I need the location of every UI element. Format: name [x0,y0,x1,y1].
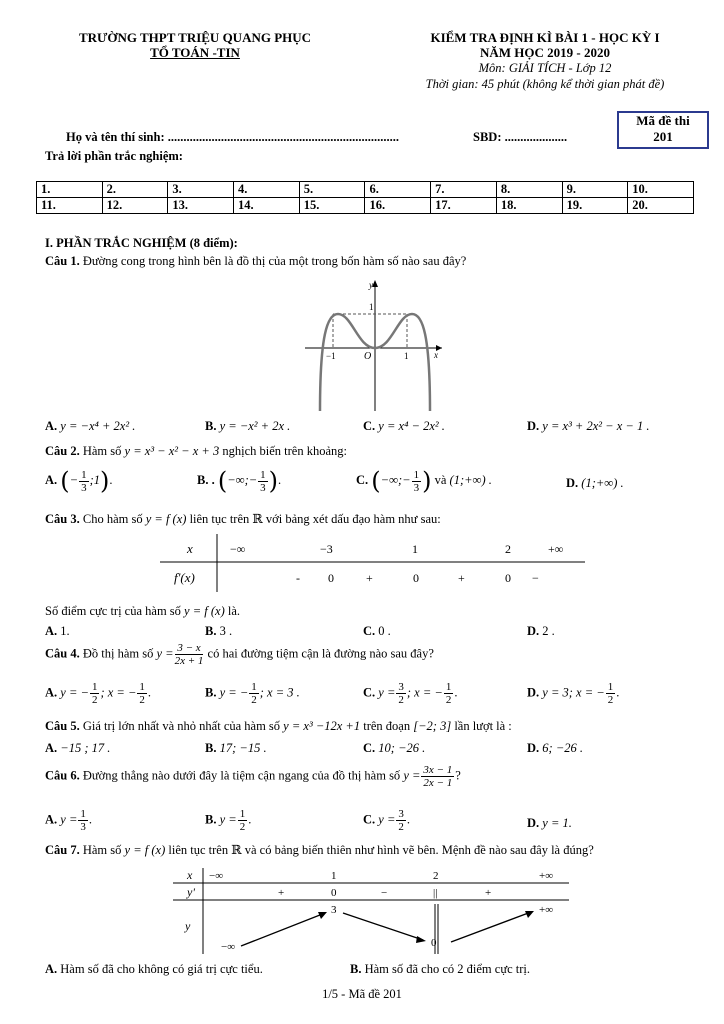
x-tick-1: 1 [404,351,409,361]
yp-sign: + [278,887,285,899]
option-letter: A. [45,624,58,638]
option-letter: D. [527,685,540,700]
y-value: −∞ [221,941,236,953]
option-letter: B. [205,812,217,827]
question-2 [45,444,347,459]
q7-mid: liên tục trên ℝ [168,843,242,857]
x-value: −3 [320,542,333,556]
q6-option-a[interactable] [45,808,92,833]
option-expr: 10; −26 . [378,741,426,755]
option-expr: 2 . [542,624,555,638]
option-letter: C. [363,624,376,638]
q2-pre: Hàm số [82,444,122,458]
option-expr: y = −x⁴ + 2x² . [60,419,136,433]
q3-option-d[interactable] [527,624,555,639]
q1-text: Đường cong trong hình bên là đồ thị của một trong bốn hàm số nào sau đây? [82,254,467,268]
option-letter: D. [527,741,540,755]
option-expr: 17; −15 . [219,741,267,755]
q6-option-c[interactable] [363,808,410,833]
sign: + [366,571,373,585]
option-letter: B. [205,685,217,700]
q2-label: Câu 2. [45,444,80,458]
option-letter: B. . [197,472,215,487]
option-expr: y = [60,812,78,827]
answer-cell[interactable]: 18. [496,198,562,214]
q7-label: Câu 7. [45,843,80,857]
exam-title: KIỂM TRA ĐỊNH KÌ BÀI 1 - HỌC KỲ I [430,30,660,45]
answer-cell[interactable]: 17. [431,198,497,214]
sign: 0 [328,571,334,585]
option-expr: − [69,472,79,487]
option-expr: y = 3; x = − [542,685,605,700]
q7-pre: Hàm số [82,843,122,857]
option-expr: (1;+∞) . [581,476,624,490]
option-expr: (1;+∞) . [449,472,492,487]
sbd-line[interactable]: SBD: .................... [473,130,568,144]
increasing-arrow [451,912,531,942]
sign: - [296,571,300,585]
increasing-arrow [241,913,325,946]
option-letter: B. [205,419,217,433]
q2-option-d[interactable] [566,476,624,491]
y-label: y [369,280,373,290]
answer-cell[interactable]: 8. [496,182,562,198]
option-letter: D. [566,476,579,490]
q3-mid: liên tục trên ℝ [189,512,263,526]
q3-option-c[interactable] [363,624,391,639]
q5-label: Câu 5. [45,719,80,733]
option-end: . [248,812,252,827]
fraction: $\frac{3 - x}{2x + 1}$ [174,642,204,667]
answer-cell[interactable]: 11. [37,198,103,214]
answer-cell[interactable]: 6. [365,182,431,198]
answer-cell[interactable]: 2. [102,182,168,198]
q3-option-a[interactable] [45,624,70,639]
fraction: $\frac{3x - 1}{2x - 1}$ [423,764,453,789]
answer-label: Trả lời phần trắc nghiệm: [45,149,183,163]
q4-option-c[interactable] [363,681,457,706]
q3-post: với bảng xét dấu đạo hàm như sau: [265,512,441,526]
option-letter: C. [363,685,376,700]
option-letter: B. [205,624,217,638]
option-expr: y = − [219,685,249,700]
yp-sign: − [381,887,388,899]
y-value: 0 [431,937,437,949]
q2-option-a[interactable]: A. (− $\frac{1}{3}$ ;1). [45,467,113,495]
answer-cell[interactable]: 1. [37,182,103,198]
yp-sign: 0 [331,887,337,899]
q1-graph [300,276,450,416]
q3-sign-table [160,532,590,596]
option-letter: A. [45,812,58,827]
x-value: +∞ [539,870,554,882]
option-conj: và [434,472,447,487]
fraction: $\frac{1}{2}$ [607,681,614,706]
q3-question [45,604,240,619]
yp-sign: || [433,887,438,899]
option-expr: 6; −26 . [542,741,584,755]
fraction: $\frac{1}{3}$ [260,468,266,494]
q5-post: lần lượt là : [454,719,512,733]
sign: 0 [413,571,419,585]
answer-cell[interactable]: 19. [562,198,628,214]
q2-post: nghịch biến trên khoảng: [222,444,347,458]
q3-option-b[interactable] [205,624,232,639]
fraction: $\frac{1}{2}$ [445,681,452,706]
fx-header: f'(x) [174,570,195,585]
fraction: $\frac{1}{3}$ [80,808,86,833]
q4-option-b[interactable] [205,681,300,706]
question-3 [45,511,441,527]
x-value: 1 [331,870,337,882]
yp-sign: + [485,887,492,899]
q6-label: Câu 6. [45,768,80,783]
option-end: . [88,812,93,827]
q3-label: Câu 3. [45,512,80,526]
q5-interval: [−2; 3] [413,719,452,733]
option-expr: y = x⁴ − 2x² . [378,419,445,433]
q5-option-b[interactable] [205,741,267,756]
arrow-head-icon [525,911,534,918]
option-expr: −15 ; 17 . [60,741,111,755]
answer-cell[interactable]: 20. [628,198,694,214]
origin-label: O [364,351,372,362]
school-year: NĂM HỌC 2019 - 2020 [480,45,610,60]
fraction: $\frac{1}{3}$ [81,468,87,494]
q7-option-a[interactable] [45,962,263,977]
answer-cell[interactable]: 9. [562,182,628,198]
answer-cell[interactable]: 10. [628,182,694,198]
q1-option-c[interactable] [363,419,445,434]
option-letter: A. [45,472,58,487]
option-expr: y = 1. [542,816,572,830]
option-expr: −∞;− [227,472,258,487]
q6-expr: y = [403,768,421,783]
fraction: $\frac{1}{2}$ [251,681,257,706]
x-value: −∞ [230,542,246,556]
question-7 [45,842,594,858]
sign: + [458,571,465,585]
q5-option-a[interactable] [45,741,110,756]
q3-expr: y = f (x) [145,512,187,526]
q4-post: có hai đường tiệm cận là đường nào sau đây? [207,646,434,661]
option-expr: ;1 [89,472,101,487]
option-end: . [147,685,152,700]
exam-code-value: 201 [653,129,673,144]
option-letter: A. [45,962,58,976]
fraction: $\frac{3}{2}$ [398,681,404,706]
answer-table [36,181,694,214]
q5-option-d[interactable] [527,741,583,756]
fraction: $\frac{1}{2}$ [91,681,98,706]
q7-variation-table [173,866,571,956]
y-tick: 1 [369,302,374,312]
x-tick-neg1: −1 [326,351,336,361]
option-letter: A. [45,741,58,755]
x-header: x [187,541,193,556]
question-1 [45,254,466,269]
page-footer: 1/5 - Mã đề 201 [322,987,402,1001]
q1-option-b[interactable] [205,419,290,434]
q1-option-d[interactable] [527,419,649,434]
table-row [37,198,694,214]
y-value: 3 [331,904,337,916]
option-expr: 0 . [378,624,391,638]
arrow-head-icon [416,936,426,943]
question-5 [45,719,512,734]
option-expr: 3 . [219,624,233,638]
q5-option-c[interactable] [363,741,425,756]
sign: 0 [505,571,511,585]
option-letter: A. [45,685,58,700]
q7-expr: y = f (x) [124,843,166,857]
q5-pre: Giá trị lớn nhất và nhỏ nhất của hàm số [82,719,281,733]
yp-header: y' [187,885,195,899]
option-letter: D. [527,419,540,433]
answer-cell[interactable]: 13. [168,198,234,214]
q6-post: ? [455,768,461,783]
answer-cell[interactable]: 12. [102,198,168,214]
q2-expr: y = x³ − x² − x + 3 [124,444,220,458]
q5-expr: y = x³ −12x +1 [283,719,361,733]
option-text: Hàm số đã cho có 2 điểm cực trị. [364,962,530,976]
question-6 [45,764,461,789]
x-value: 1 [412,542,418,556]
q6-option-d[interactable] [527,816,572,831]
student-name-line[interactable]: Họ và tên thí sinh: .......................................................................... [66,130,400,144]
option-expr: y = [378,685,396,700]
option-expr: y = −x² + 2x . [219,419,291,433]
q3-question-expr: y = f (x) [184,604,225,618]
option-end: . [406,812,411,827]
q1-option-a[interactable] [45,419,135,434]
department: TỔ TOÁN -TIN [150,45,240,60]
q4-pre: Đồ thị hàm số [82,646,154,661]
answer-cell[interactable]: 16. [365,198,431,214]
q6-option-b[interactable] [205,808,251,833]
x-value: −∞ [209,870,224,882]
option-expr: y = x³ + 2x² − x − 1 . [542,419,650,433]
option-expr: y = − [60,685,89,700]
q6-pre: Đường thẳng nào dưới đây là tiệm cận ngang của đồ thị hàm số [82,768,401,783]
q2-option-b[interactable]: B. . (−∞;− $\frac{1}{3}$ ). [197,467,282,495]
fraction: $\frac{1}{3}$ [413,468,420,494]
option-letter: C. [363,419,376,433]
option-expr: y = [219,812,237,827]
option-expr: 1. [60,624,70,638]
decreasing-arrow [343,913,423,940]
option-expr: ; x = 3 . [259,685,300,700]
x-label: x [434,350,438,360]
fraction: $\frac{1}{2}$ [139,681,145,706]
q3-question-pre: Số điểm cực trị của hàm số [45,604,181,618]
option-letter: B. [350,962,362,976]
y-value: +∞ [539,904,554,916]
option-end: . [454,685,458,700]
option-expr: −∞;− [380,472,411,487]
answer-cell[interactable]: 15. [299,198,365,214]
subject: Môn: GIẢI TÍCH - Lớp 12 [478,61,612,75]
option-expr: ; x = − [100,685,137,700]
section-title: I. PHẦN TRẮC NGHIỆM (8 điểm): [45,236,238,250]
fraction: $\frac{1}{2}$ [239,808,246,833]
x-value: +∞ [548,542,564,556]
option-expr: ; x = − [406,685,443,700]
answer-cell[interactable]: 3. [168,182,234,198]
q2-option-c[interactable]: C. (−∞;− $\frac{1}{3}$ ) và (1;+∞) . [356,467,492,495]
exam-time: Thời gian: 45 phút (không kể thời gian phát đề) [425,77,665,91]
option-expr: y = [378,812,396,827]
q7-post: và có bảng biến thiên như hình vẽ bên. Mệnh đề nào sau đây là đúng? [244,843,594,857]
question-4 [45,642,434,667]
option-letter: A. [45,419,58,433]
option-end: . [616,685,620,700]
option-letter: C. [363,741,376,755]
q4-expr: y = [156,646,174,661]
q4-option-d[interactable] [527,681,619,706]
sign: − [532,571,539,585]
exam-code-label: Mã đề thi [636,113,690,128]
x-header: x [187,868,193,882]
option-letter: C. [363,812,376,827]
option-letter: B. [205,741,217,755]
school-name: TRƯỜNG THPT TRIỆU QUANG PHỤC [78,30,312,45]
answer-cell[interactable]: 5. [299,182,365,198]
q4-option-a[interactable] [45,681,151,706]
fraction: $\frac{3}{2}$ [398,808,404,833]
q5-mid: trên đoạn [363,719,411,733]
answer-cell[interactable]: 14. [234,198,300,214]
y-header: y [185,919,191,933]
x-value: 2 [433,870,439,882]
q7-option-b[interactable] [350,962,530,977]
option-text: Hàm số đã cho không có giá trị cực tiểu. [60,962,263,976]
option-letter: C. [356,472,369,487]
answer-cell[interactable]: 4. [234,182,300,198]
option-letter: D. [527,624,540,638]
table-row [37,182,694,198]
q3-pre: Cho hàm số [82,512,143,526]
q3-question-post: là. [227,604,241,618]
answer-cell[interactable]: 7. [431,182,497,198]
exam-code-box [617,111,709,149]
q1-label: Câu 1. [45,254,80,268]
q4-label: Câu 4. [45,646,80,661]
option-letter: D. [527,816,540,830]
x-value: 2 [505,542,511,556]
